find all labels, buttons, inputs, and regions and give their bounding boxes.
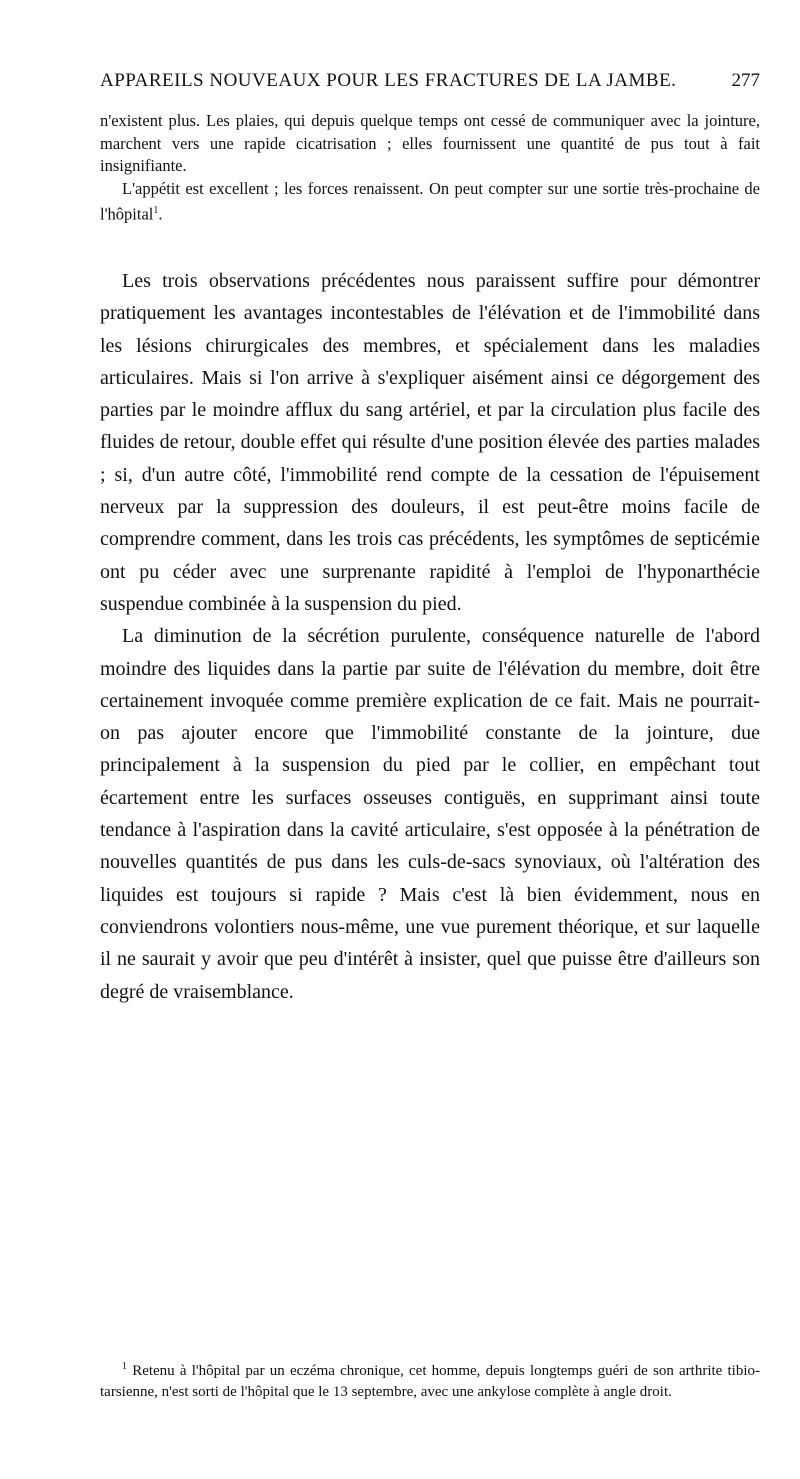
- main-text: [100, 265, 760, 1008]
- page-header: [100, 70, 760, 100]
- running-title: APPAREILS NOUVEAUX POUR LES FRACTURES DE LA JAMBE.: [100, 70, 677, 91]
- footnote-number: 1: [122, 1361, 127, 1372]
- footnote-marker: 1: [153, 205, 159, 216]
- paragraph: La diminution de la sécrétion purulente, conséquence naturelle de l'abord moindre des liquides dans la partie par suite de l'élévation du membre, doit être certainement invoquée comme première explication de ce fait. Mais ne pourrait-on pas ajouter encore que l'immobilité constante de la jointure, due principalement à la suspension du pied par le collier, en empêchant tout écartement entre les surfaces osseuses contiguës, en supprimant ainsi toute tendance à l'aspiration dans la cavité articulaire, s'est opposée à la pénétration de nouvelles quantités de pus dans les culs-de-sacs synoviaux, où l'altération des liquides est toujours si rapide ? Mais c'est là bien évidemment, nous en conviendrons volontiers nous-même, une vue purement théorique, et sur laquelle il ne saurait y avoir que peu d'intérêt à insister, quel que puisse être d'ailleurs son degré de vraisemblance.: [100, 625, 760, 1003]
- footnote-text: [100, 1356, 760, 1403]
- footnote: [100, 1356, 760, 1403]
- paragraph: n'existent plus. Les plaies, qui depuis quelque temps ont cessé de communiquer avec la jointure, marchent vers une rapide cicatrisation ; elles fournissent une quantité de pus tout à fait insignifiante.: [100, 111, 760, 175]
- paragraph-text: L'appétit est excellent ; les forces renaissent. On peut compter sur une sortie très-prochaine de l'hôpital: [100, 178, 760, 224]
- footnote-body: Retenu à l'hôpital par un eczéma chronique, cet homme, depuis longtemps guéri de son arthrite tibio-tarsienne, n'est sorti de l'hôpital que le 13 septembre, avec une ankylose complète à angle droit.: [100, 1363, 760, 1400]
- paragraph: Les trois observations précédentes nous paraissent suffire pour démontrer pratiquement les avantages incontestables de l'élévation et de l'immobilité dans les lésions chirurgicales des membres, et spécialement dans les maladies articulaires. Mais si l'on arrive à s'expliquer aisément ainsi ce dégorgement des parties par le moindre afflux du sang artériel, et par la circulation plus facile des fluides de retour, double effet qui résulte d'une position élevée des parties malades ; si, d'un autre côté, l'immobilité rend compte de la cessation de l'épuisement nerveux par la suppression des douleurs, il est peut-être moins facile de comprendre comment, dans les trois cas précédents, les symptômes de septicémie ont pu céder avec une surprenante rapidité à l'emploi de l'hyponarthécie suspendue combinée à la suspension du pied.: [100, 270, 760, 615]
- page-number: 277: [731, 70, 760, 91]
- paragraph: L'appétit est excellent ; les forces renaissent. On peut compter sur une sortie très-prochaine de l'hôpital$^1$.: [100, 178, 760, 224]
- observation-conclusion: [100, 110, 760, 226]
